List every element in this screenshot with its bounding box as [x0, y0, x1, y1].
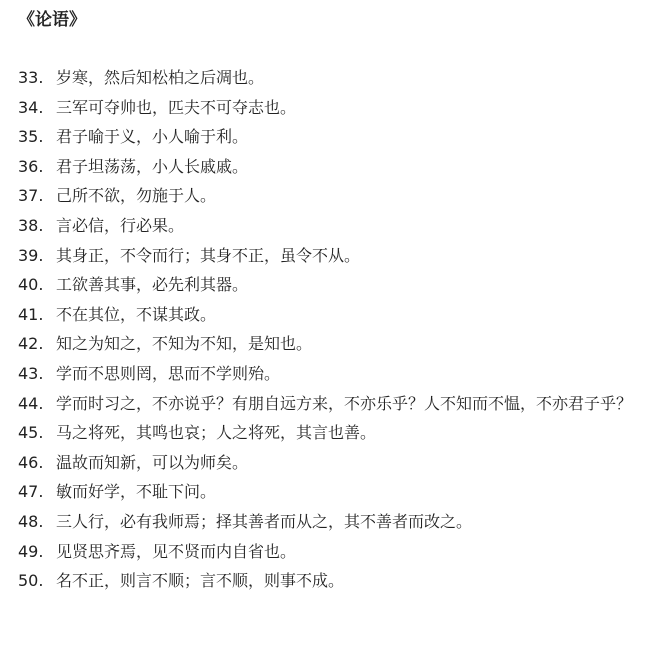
list-item — [18, 122, 663, 152]
item-text: 学而时习之，不亦说乎？有朋自远方来，不亦乐乎？人不知而不愠，不亦君子乎？ — [56, 393, 633, 413]
list-item — [18, 63, 663, 93]
item-text: 知之为知之，不知为不知，是知也。 — [56, 334, 313, 354]
item-text: 君子坦荡荡，小人长戚戚。 — [56, 156, 249, 176]
item-text: 言必信，行必果。 — [56, 215, 185, 235]
item-number: 36. — [18, 156, 44, 176]
item-number: 42. — [18, 334, 44, 354]
list-item — [18, 181, 663, 211]
item-text: 君子喻于义，小人喻于利。 — [56, 127, 249, 147]
item-text: 岁寒，然后知松柏之后凋也。 — [56, 68, 265, 87]
item-number: 37. — [18, 186, 44, 206]
list-item — [18, 389, 663, 419]
item-text: 三人行，必有我师焉；择其善者而从之，其不善者而改之。 — [56, 511, 473, 531]
list-item — [18, 477, 663, 507]
list-item — [18, 241, 663, 271]
list-item — [18, 448, 663, 478]
item-number: 39. — [18, 245, 44, 265]
item-number: 45. — [18, 423, 44, 443]
item-number: 49. — [18, 541, 44, 561]
item-text: 名不正，则言不顺；言不顺，则事不成。 — [56, 571, 345, 591]
item-number: 47. — [18, 482, 44, 502]
item-number: 35. — [18, 127, 44, 147]
list-item — [18, 507, 663, 537]
item-text: 敏而好学，不耻下问。 — [56, 482, 217, 502]
item-text: 其身正，不令而行；其身不正，虽令不从。 — [56, 245, 361, 265]
list-item — [18, 418, 663, 448]
item-number: 50. — [18, 571, 44, 591]
list-item — [18, 300, 663, 330]
item-number: 34. — [18, 97, 44, 117]
item-number: 46. — [18, 452, 44, 472]
item-number: 40. — [18, 275, 44, 295]
list-item — [18, 93, 663, 123]
item-number: 38. — [18, 215, 44, 235]
list-item — [18, 270, 663, 300]
list-item — [18, 566, 663, 596]
item-number: 43. — [18, 363, 44, 383]
list-item — [18, 359, 663, 389]
item-text: 己所不欲，勿施于人。 — [56, 186, 217, 206]
item-text: 马之将死，其鸣也哀；人之将死，其言也善。 — [56, 423, 377, 443]
item-text: 三军可夺帅也，匹夫不可夺志也。 — [56, 97, 297, 117]
item-number: 48. — [18, 511, 44, 531]
list-item — [18, 211, 663, 241]
document-title: 《论语》 — [18, 10, 86, 30]
item-text: 工欲善其事，必先利其器。 — [56, 275, 249, 295]
quote-list — [18, 63, 663, 596]
item-number: 44. — [18, 393, 44, 413]
item-text: 温故而知新，可以为师矣。 — [56, 452, 249, 472]
list-item — [18, 329, 663, 359]
list-item — [18, 152, 663, 182]
item-text: 不在其位，不谋其政。 — [56, 304, 217, 324]
list-item — [18, 537, 663, 567]
item-text: 学而不思则罔，思而不学则殆。 — [56, 363, 281, 383]
item-number: 33. — [18, 68, 44, 87]
item-number: 41. — [18, 304, 44, 324]
item-text: 见贤思齐焉，见不贤而内自省也。 — [56, 541, 297, 561]
